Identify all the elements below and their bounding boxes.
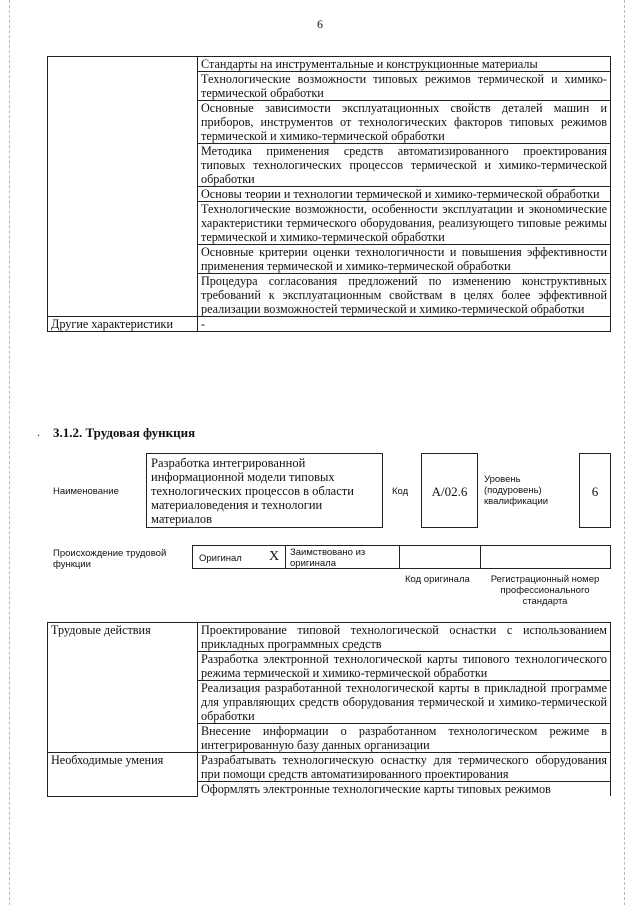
other-characteristics-label: Другие характеристики: [48, 317, 198, 332]
knowledge-item: Методика применения средств автоматизированного проектирования типовых технологических процессов термической и химико-термической обработки: [198, 144, 611, 187]
scan-edge-right: [624, 0, 625, 905]
table-row: [48, 623, 611, 652]
knowledge-item: Основные критерии оценки технологичности и повышения эффективности применения термической и химико-термической обработки: [198, 245, 611, 274]
table-row: [48, 317, 611, 332]
original-mark: X: [269, 549, 280, 564]
function-code: A/02.6: [421, 453, 478, 528]
original-label: Оригинал: [199, 553, 242, 564]
section-title: 3.1.2. Трудовая функция: [53, 425, 196, 440]
skills-label: Необходимые умения: [48, 753, 198, 797]
borrowed-cell: [285, 545, 400, 569]
knowledge-item: Основы теории и технологии термической и химико-термической обработки: [198, 187, 611, 202]
qualification-level: 6: [579, 453, 611, 528]
knowledge-item: Процедура согласования предложений по изменению конструктивных требований к эксплуатационным свойствам в целях более эффективной реализации возможностей термической и химико-термической обработки: [198, 274, 611, 317]
page-number: 6: [317, 17, 323, 31]
original-cell: [192, 545, 286, 569]
section-bullet: .: [37, 425, 40, 439]
reg-number-caption: Регистрационный номер профессионального стандарта: [490, 574, 600, 607]
knowledge-table: [47, 56, 611, 332]
borrowed-label: Заимствовано из оригинала: [290, 547, 366, 569]
skill-item: Оформлять электронные технологические карты типовых режимов: [198, 782, 611, 797]
skill-item: Разрабатывать технологическую оснастку для термического оборудования при помощи средств автоматизированного проектирования: [198, 753, 611, 782]
reg-number-cell: [480, 545, 611, 569]
table-row: [48, 753, 611, 782]
other-characteristics-value: -: [198, 317, 611, 332]
knowledge-item: Основные зависимости эксплуатационных свойств деталей машин и приборов, инструментов от технологических факторов типовых режимов термической и химико-термической обработки: [198, 101, 611, 144]
name-label: Наименование: [53, 486, 119, 497]
knowledge-item: Стандарты на инструментальные и конструкционные материалы: [198, 57, 611, 72]
labor-action-item: Разработка электронной технологической карты типового технологического режима термической и химико-термической обработки: [198, 652, 611, 681]
labor-actions-label: Трудовые действия: [48, 623, 198, 753]
level-label: Уровень (подуровень) квалификации: [484, 474, 549, 507]
knowledge-item: Технологические возможности типовых режимов термической и химико-термической обработки: [198, 72, 611, 101]
code-label: Код: [392, 486, 409, 497]
labor-action-item: Внесение информации о разработанном технологическом режиме в интегрированную базу данных организации: [198, 724, 611, 753]
function-name: Разработка интегрированной информационной модели типовых технологических процессов в области материаловедения и технологии материалов: [146, 453, 383, 528]
origin-label: Происхождение трудовой функции: [53, 548, 167, 570]
labor-action-item: Проектирование типовой технологической оснастки с использованием прикладных программных средств: [198, 623, 611, 652]
labor-action-item: Реализация разработанной технологической карты в прикладной программе для управляющих средств оборудования термической и химико-термической обработки: [198, 681, 611, 724]
scan-edge-left: [9, 0, 10, 905]
origin-row: [192, 545, 611, 569]
table-row: [48, 57, 611, 72]
knowledge-item: Технологические возможности, особенности эксплуатации и экономические характеристики термического оборудования, реализующего типовые режимы термической и химико-термической обработки: [198, 202, 611, 245]
labor-table: [47, 622, 611, 797]
original-code-cell: [399, 545, 481, 569]
original-code-caption: Код оригинала: [405, 574, 470, 585]
knowledge-label-cell: [48, 57, 198, 317]
